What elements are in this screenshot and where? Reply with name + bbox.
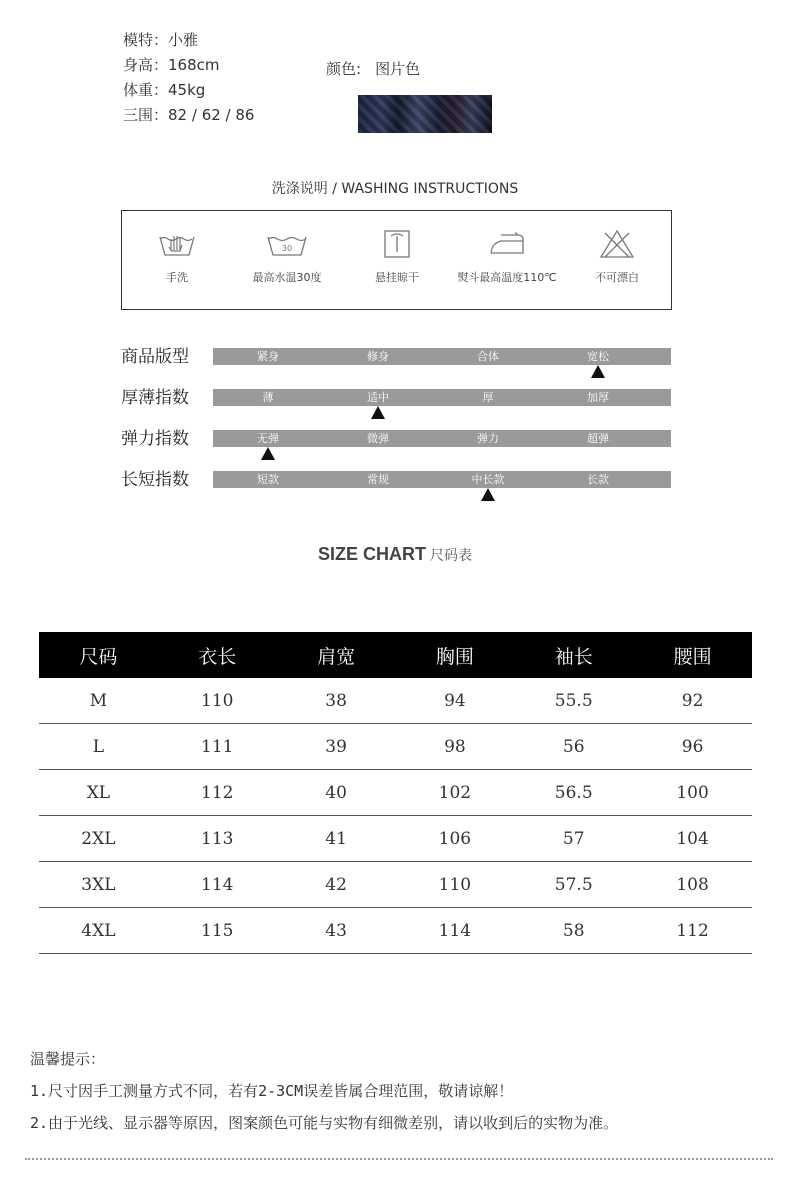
index-option: 超弹 [587, 432, 609, 445]
table-cell: XL [39, 770, 158, 816]
index-option: 薄 [262, 391, 274, 404]
selection-marker-icon [371, 406, 385, 419]
size-chart-title-cn: 尺码表 [430, 548, 472, 564]
color-info [326, 58, 420, 79]
index-bar [213, 389, 671, 406]
selection-marker-icon [481, 488, 495, 501]
index-name: 厚薄指数 [121, 388, 189, 408]
index-name: 商品版型 [121, 347, 189, 367]
table-cell: 94 [395, 678, 514, 724]
measurements-value: 82 / 62 / 86 [168, 106, 255, 124]
header-cell: 袖长 [514, 632, 633, 678]
table-cell: 108 [633, 862, 752, 908]
index-name: 长短指数 [121, 470, 189, 490]
measurements-row [123, 103, 254, 128]
washing-box [121, 210, 672, 310]
height-label: 身高： [123, 56, 169, 74]
weight-value: 45kg [168, 81, 206, 99]
model-label: 模特： [123, 31, 169, 49]
weight-label: 体重： [123, 81, 169, 99]
index-bar [213, 471, 671, 488]
tips-line: 1.尺寸因手工测量方式不同，若有2-3CM误差皆属合理范围，敬请谅解！ [30, 1082, 514, 1100]
table-cell: 41 [277, 816, 396, 862]
model-info [123, 28, 254, 128]
index-option: 微弹 [367, 432, 389, 445]
table-row [39, 908, 752, 954]
wash-item-iron [452, 211, 562, 285]
table-cell: 96 [633, 724, 752, 770]
table-cell: 39 [277, 724, 396, 770]
index-option: 修身 [367, 350, 389, 363]
index-bar [213, 430, 671, 447]
table-cell: 3XL [39, 862, 158, 908]
dotted-divider [25, 1158, 773, 1160]
tips-section [30, 1043, 618, 1139]
index-option: 紧身 [257, 350, 279, 363]
size-chart-title [0, 544, 790, 565]
table-cell: 4XL [39, 908, 158, 954]
table-cell: 56.5 [514, 770, 633, 816]
index-option: 中长款 [471, 473, 505, 486]
size-chart-title-en: SIZE CHART [318, 544, 426, 564]
table-cell: 92 [633, 678, 752, 724]
table-cell: M [39, 678, 158, 724]
index-option: 厚 [482, 391, 494, 404]
wash-label-hang: 悬挂晾干 [375, 271, 419, 284]
iron-icon [487, 229, 527, 259]
table-cell: 42 [277, 862, 396, 908]
index-bar [213, 348, 671, 365]
index-option: 长款 [587, 473, 609, 486]
table-cell: 58 [514, 908, 633, 954]
model-row [123, 28, 254, 53]
table-row [39, 816, 752, 862]
selection-marker-icon [261, 447, 275, 460]
table-cell: 113 [158, 816, 277, 862]
washing-title: 洗涤说明 / WASHING INSTRUCTIONS [271, 181, 519, 197]
wash-label-bleach: 不可漂白 [595, 271, 639, 284]
table-cell: 98 [395, 724, 514, 770]
size-table-header [39, 632, 752, 678]
table-cell: 56 [514, 724, 633, 770]
selection-marker-icon [591, 365, 605, 378]
header-cell: 肩宽 [277, 632, 396, 678]
wash-item-30 [232, 211, 342, 285]
tips-title: 温馨提示： [30, 1050, 106, 1068]
header-cell: 腰围 [633, 632, 752, 678]
table-cell: 111 [158, 724, 277, 770]
color-swatch-image [358, 95, 492, 133]
table-row [39, 678, 752, 724]
table-cell: 55.5 [514, 678, 633, 724]
table-cell: 100 [633, 770, 752, 816]
table-cell: 110 [395, 862, 514, 908]
table-cell: 57 [514, 816, 633, 862]
table-cell: 112 [633, 908, 752, 954]
wash-30-icon [265, 229, 309, 259]
index-option: 常规 [367, 473, 389, 486]
index-name: 弹力指数 [121, 429, 189, 449]
no-bleach-icon [599, 229, 635, 259]
wash-item-hand [122, 211, 232, 285]
table-cell: 104 [633, 816, 752, 862]
hang-dry-icon [382, 229, 412, 259]
table-cell: 106 [395, 816, 514, 862]
table-row [39, 724, 752, 770]
size-table [39, 632, 752, 954]
height-row [123, 53, 254, 78]
table-row [39, 770, 752, 816]
index-option: 适中 [367, 391, 389, 404]
wash-label-hand: 手洗 [166, 271, 188, 284]
index-option: 短款 [257, 473, 279, 486]
index-option: 无弹 [257, 432, 279, 445]
table-cell: 43 [277, 908, 396, 954]
index-option: 弹力 [477, 432, 499, 445]
index-option: 宽松 [587, 350, 609, 363]
hand-wash-icon [157, 229, 197, 259]
table-cell: 114 [395, 908, 514, 954]
wash-item-bleach [562, 211, 672, 285]
table-cell: 2XL [39, 816, 158, 862]
header-cell: 尺码 [39, 632, 158, 678]
table-cell: 112 [158, 770, 277, 816]
tips-line: 2.由于光线、显示器等原因，图案颜色可能与实物有细微差别，请以收到后的实物为准。 [30, 1114, 619, 1132]
wash-item-hang [342, 211, 452, 285]
table-cell: L [39, 724, 158, 770]
header-cell: 胸围 [395, 632, 514, 678]
table-cell: 114 [158, 862, 277, 908]
table-cell: 38 [277, 678, 396, 724]
model-value: 小雅 [168, 31, 199, 49]
wash-label-iron: 熨斗最高温度110℃ [457, 271, 557, 284]
table-cell: 40 [277, 770, 396, 816]
table-row [39, 862, 752, 908]
header-cell: 衣长 [158, 632, 277, 678]
color-value: 图片色 [375, 60, 421, 78]
table-cell: 102 [395, 770, 514, 816]
table-cell: 115 [158, 908, 277, 954]
wash-label-30: 最高水温30度 [252, 271, 322, 284]
height-value: 168cm [168, 56, 220, 74]
index-option: 加厚 [587, 391, 609, 404]
table-cell: 110 [158, 678, 277, 724]
index-option: 合体 [477, 350, 499, 363]
measurements-label: 三围： [123, 106, 169, 124]
weight-row [123, 78, 254, 103]
table-cell: 57.5 [514, 862, 633, 908]
wash-temp-text: 30 [281, 244, 293, 253]
color-label: 颜色: [326, 60, 362, 78]
